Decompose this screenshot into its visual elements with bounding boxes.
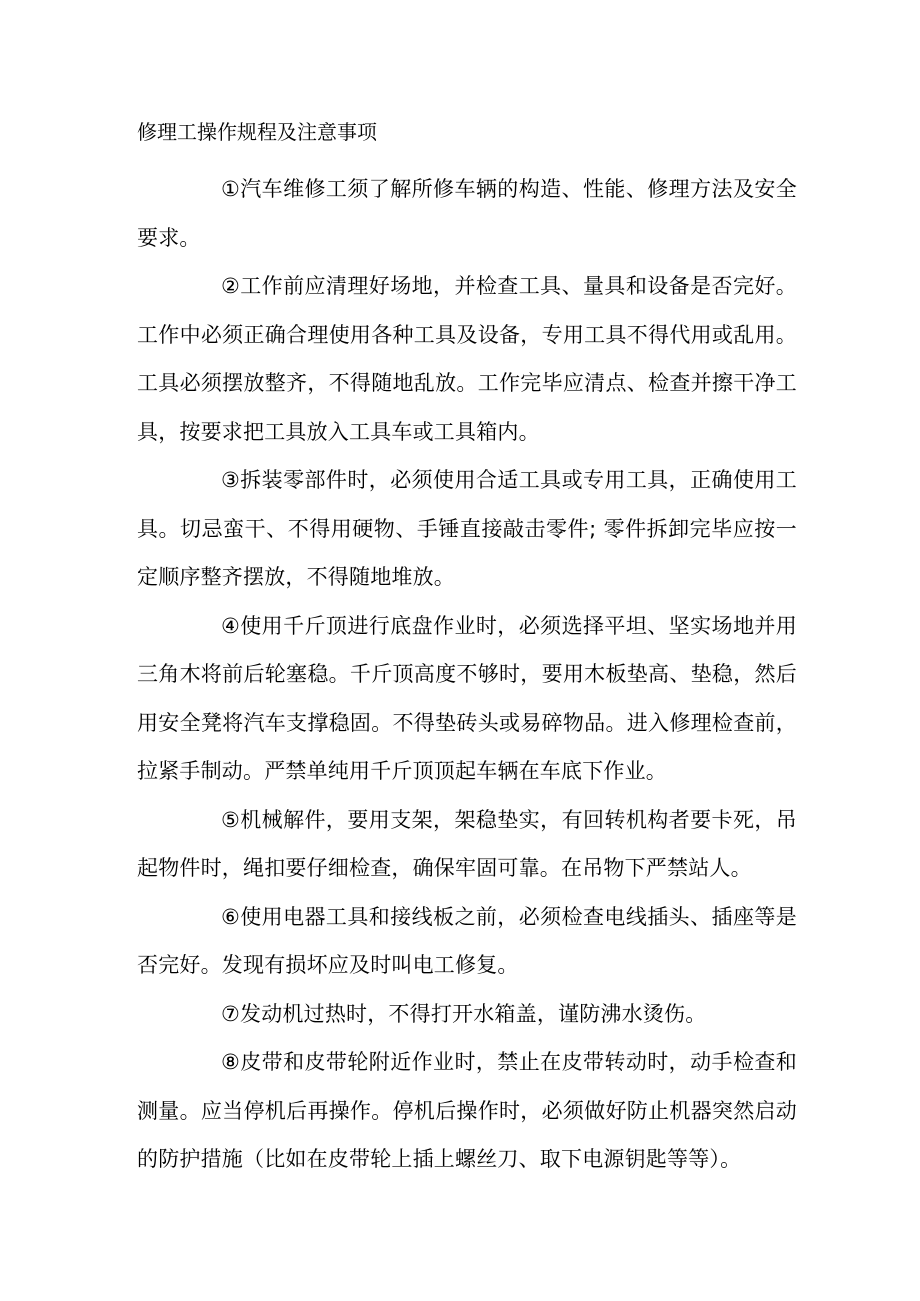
paragraph-6: ⑥使用电器工具和接线板之前，必须检查电线插头、插座等是否完好。发现有损坏应及时叫电工修复。 [137,904,797,977]
paragraph-4: ④使用千斤顶进行底盘作业时，必须选择平坦、坚实场地并用三角木将前后轮塞稳。千斤顶高度不够时，要用木板垫高、垫稳，然后用安全凳将汽车支撑稳固。不得垫砖头或易碎物品。进入修理检查前，拉紧手制动。严禁单纯用千斤顶顶起车辆在车底下作业。 [137,613,797,783]
paragraph-8: ⑧皮带和皮带轮附近作业时，禁止在皮带转动时，动手检查和测量。应当停机后再操作。停机后操作时，必须做好防止机器突然启动的防护措施（比如在皮带轮上插上螺丝刀、取下电源钥匙等等）。 [137,1050,797,1171]
paragraph-3: ③拆装零部件时，必须使用合适工具或专用工具，正确使用工具。切忌蛮干、不得用硬物、手锤直接敲击零件; 零件拆卸完毕应按一定顺序整齐摆放，不得随地堆放。 [137,468,797,589]
paragraph-2: ②工作前应清理好场地，并检查工具、量具和设备是否完好。工作中必须正确合理使用各种工具及设备，专用工具不得代用或乱用。工具必须摆放整齐，不得随地乱放。工作完毕应清点、检查并擦干净工具，按要求把工具放入工具车或工具箱内。 [137,274,797,444]
paragraph-7: ⑦发动机过热时，不得打开水箱盖，谨防沸水烫伤。 [221,1001,707,1026]
paragraph-1: ①汽车维修工须了解所修车辆的构造、性能、修理方法及安全要求。 [137,177,797,250]
document-body [137,165,797,1184]
document-title: 修理工操作规程及注意事项 [137,120,377,144]
paragraph-5: ⑤机械解件，要用支架，架稳垫实，有回转机构者要卡死，吊起物件时，绳扣要仔细检查，确保牢固可靠。在吊物下严禁站人。 [137,807,797,880]
